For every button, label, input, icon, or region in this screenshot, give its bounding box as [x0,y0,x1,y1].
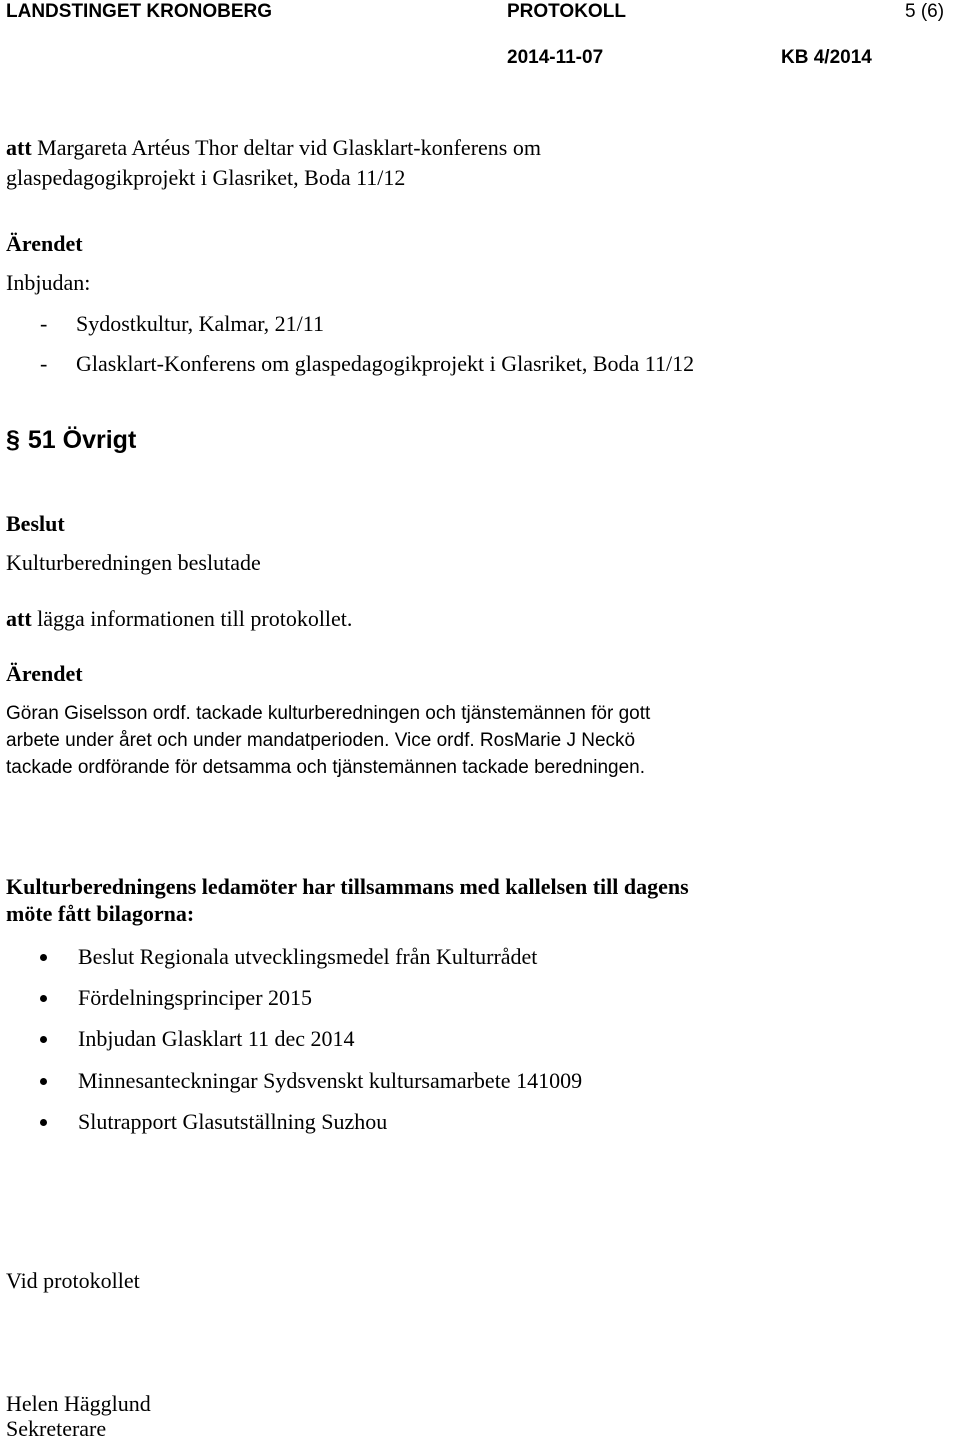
arendet-text-line: arbete under året och under mandatperioden. Vice ordf. RosMarie J Neckö [6,730,636,751]
attachment-item: Fördelningsprinciper 2015 [78,985,313,1010]
att-decision-line-2: glaspedagogikprojekt i Glasriket, Boda 11/12 [6,165,406,190]
attachment-item: Beslut Regionala utvecklingsmedel från Kulturrådet [78,944,538,969]
section-heading [6,426,136,455]
bullet-icon [40,1078,47,1085]
attachments-heading: Kulturberedningens ledamöter har tillsammans med kallelsen till dagens [6,874,689,899]
arendet-heading: Ärendet [6,231,83,256]
vid-protokollet: Vid protokollet [6,1268,140,1293]
attachment-item: Inbjudan Glasklart 11 dec 2014 [78,1026,355,1051]
bullet-icon [40,1119,47,1126]
att-decision-text: Margareta Artéus Thor deltar vid Glasklart-konferens om [31,135,541,160]
attachment-item: Minnesanteckningar Sydsvenskt kultursamarbete 141009 [78,1068,583,1093]
arendet-text-line: Göran Giselsson ordf. tackade kulturberedningen och tjänstemännen för gott [6,703,651,724]
bullet-icon [40,995,47,1002]
att-decision-line [6,604,352,634]
bullet-icon [40,954,47,961]
att-decision-text: lägga informationen till protokollet. [31,606,353,631]
signatory-role: Sekreterare [6,1416,107,1441]
dash-list-item: - Glasklart-Konferens om glaspedagogikprojekt i Glasriket, Boda 11/12 [40,351,695,376]
att-word: att [6,606,32,631]
doc-type: PROTOKOLL [507,1,626,22]
attachments-heading-2: möte fått bilagorna: [6,901,195,926]
doc-date: 2014-11-07 [507,47,604,68]
signatory-name: Helen Hägglund [6,1391,151,1416]
bullet-icon [40,1036,47,1043]
att-word: att [6,135,32,160]
page-number: 5 (6) [905,1,945,22]
dash-list-item: - Sydostkultur, Kalmar, 21/11 [40,311,324,336]
arendet-text-line: tackade ordförande för detsamma och tjänstemännen tackade beredningen. [6,757,646,778]
attachment-item: Slutrapport Glasutställning Suzhou [78,1109,388,1134]
beslut-heading: Beslut [6,511,65,536]
beslut-text: Kulturberedningen beslutade [6,550,261,575]
section-title: 51 Övrigt [27,426,137,454]
arendet-heading: Ärendet [6,661,83,686]
inbjudan-label: Inbjudan: [6,270,91,295]
org-name: LANDSTINGET KRONOBERG [6,1,272,22]
att-decision-line [6,133,541,163]
paragraph-symbol: § [6,426,20,454]
doc-reference: KB 4/2014 [781,47,872,68]
